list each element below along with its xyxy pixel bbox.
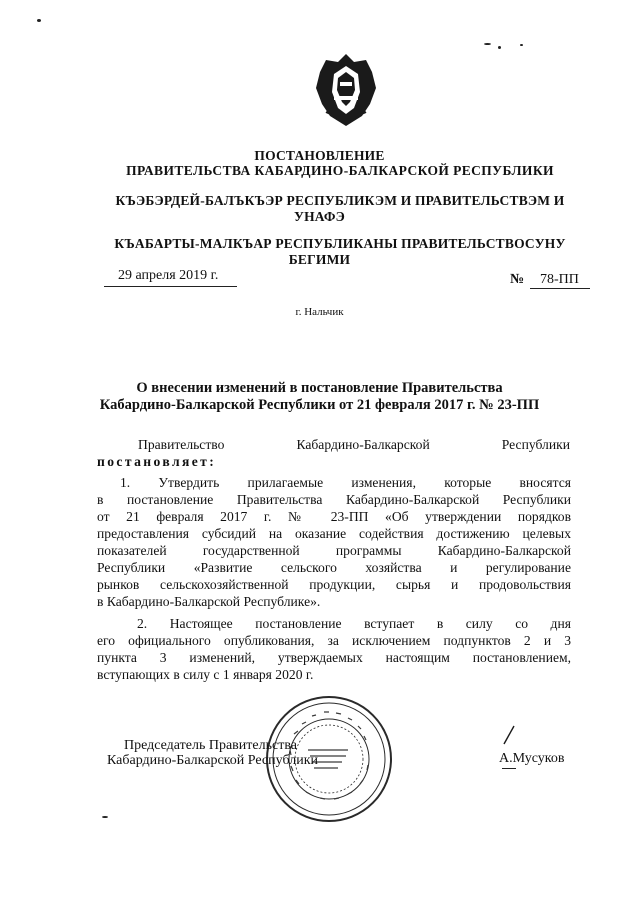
city: г. Нальчик — [295, 306, 344, 318]
p1-line: в постановление Правительства Кабардино-Балкарской Республики — [97, 492, 571, 507]
document-number: 78-ПП — [540, 272, 579, 287]
title-line2: Кабардино-Балкарской Республики от 21 февраля 2017 г. № 23-ПП — [99, 397, 540, 413]
number-label: № — [510, 272, 525, 287]
document-type: ПОСТАНОВЛЕНИЕ — [254, 148, 385, 163]
intro-text: Правительство Кабардино-Балкарской Республики — [138, 437, 570, 452]
date-underline — [104, 286, 237, 287]
p1-line: Республики «Развитие сельского хозяйства и регулирование — [97, 560, 571, 575]
p1-line: показателей государственной программы Кабардино-Балкарской — [97, 543, 571, 558]
paragraph-1 — [97, 474, 571, 610]
scan-speck — [498, 46, 501, 49]
intro-line — [138, 436, 570, 453]
p1-line: 1. Утвердить прилагаемые изменения, которые вносятся — [120, 475, 571, 490]
signatory-position-line1: Председатель Правительства — [124, 738, 297, 753]
p2-line: 2. Настоящее постановление вступает в силу со дня — [137, 616, 571, 631]
signatory-position-line2: Кабардино-Балкарской Республики — [107, 753, 318, 768]
decrees-word: постановляет: — [97, 454, 217, 469]
document-date: 29 апреля 2019 г. — [118, 268, 219, 283]
handwritten-signature-icon — [500, 722, 524, 746]
coat-of-arms-icon — [314, 52, 378, 128]
issuer-kbd-line2: УНАФЭ — [293, 209, 346, 224]
issuer-kbd-line1: КЪЭБЭРДЕЙ-БАЛЪКЪЭР РЕСПУБЛИКЭМ И ПРАВИТЕЛЬСТВЭМ И — [115, 193, 565, 208]
issuer-krc-line1: КЪАБАРТЫ-МАЛКЪАР РЕСПУБЛИКАНЫ ПРАВИТЕЛЬСТВОСУНУ — [114, 236, 566, 251]
issuer-ru: ПРАВИТЕЛЬСТВА КАБАРДИНО-БАЛКАРСКОЙ РЕСПУБЛИКИ — [126, 163, 554, 178]
scan-speck — [37, 19, 41, 22]
p2-line: вступающих в силу с 1 января 2020 г. — [97, 667, 314, 682]
title-line1: О внесении изменений в постановление Правительства — [136, 380, 503, 396]
paragraph-2 — [97, 615, 571, 683]
scan-speck — [484, 43, 491, 45]
scan-speck — [102, 816, 108, 818]
p1-line: рынков сельскохозяйственной продукции, сырья и продовольствия — [97, 577, 571, 592]
p1-line: в Кабардино-Балкарской Республике». — [97, 594, 321, 609]
number-underline — [530, 288, 590, 289]
signatory-name: А.Мусуков — [499, 751, 565, 766]
p1-line: предоставления субсидий на оказание содействия достижению целевых — [97, 526, 571, 541]
issuer-krc-line2: БЕГИМИ — [288, 252, 351, 267]
signature-underline — [502, 768, 516, 769]
p2-line: его официального опубликования, за исключением подпунктов 2 и 3 — [97, 633, 571, 648]
p1-line: от 21 февраля 2017 г. № 23-ПП «Об утверждении порядков — [97, 509, 571, 524]
scan-speck — [520, 44, 523, 46]
p2-line: пункта 3 изменений, утверждаемых настоящим постановлением, — [97, 650, 571, 665]
